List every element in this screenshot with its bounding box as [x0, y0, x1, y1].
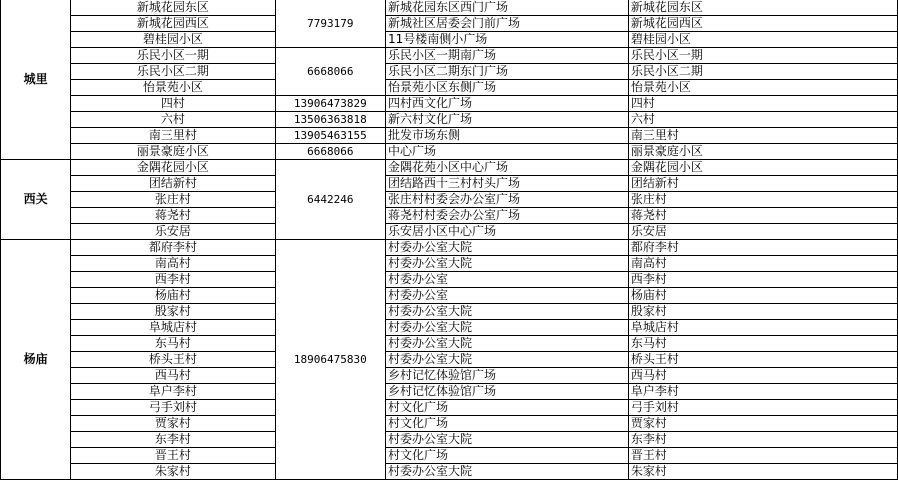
name-cell: 乐安居 [628, 224, 897, 240]
table-row [1, 416, 898, 432]
name-cell: 新城花园西区 [628, 16, 897, 32]
table-row [1, 448, 898, 464]
location-cell: 张庄村村委会办公室广场 [385, 192, 628, 208]
community-cell: 金隅花园小区 [71, 160, 275, 176]
location-cell: 乐安居小区中心广场 [385, 224, 628, 240]
table-row [1, 336, 898, 352]
table-row [1, 352, 898, 368]
table-row [1, 32, 898, 48]
location-cell: 村委办公室大院 [385, 320, 628, 336]
table-row [1, 144, 898, 160]
location-cell: 乡村记忆体验馆广场 [385, 368, 628, 384]
phone-cell: 18906475830 [275, 240, 385, 480]
name-cell: 乐民小区二期 [628, 64, 897, 80]
table-row [1, 48, 898, 64]
name-cell: 南高村 [628, 256, 897, 272]
community-cell: 南三里村 [71, 128, 275, 144]
location-cell: 村委办公室大院 [385, 240, 628, 256]
name-cell: 阜城店村 [628, 320, 897, 336]
community-cell: 西李村 [71, 272, 275, 288]
location-cell: 怡景苑小区东侧广场 [385, 80, 628, 96]
location-cell: 批发市场东侧 [385, 128, 628, 144]
table-row [1, 0, 898, 16]
community-cell: 团结新村 [71, 176, 275, 192]
name-cell: 西李村 [628, 272, 897, 288]
table-row [1, 64, 898, 80]
location-cell: 蒋尧村村委会办公室广场 [385, 208, 628, 224]
location-cell: 新城花园东区西门广场 [385, 0, 628, 16]
name-cell: 新城花园东区 [628, 0, 897, 16]
location-cell: 中心广场 [385, 144, 628, 160]
community-cell: 南高村 [71, 256, 275, 272]
community-cell: 蒋尧村 [71, 208, 275, 224]
community-cell: 怡景苑小区 [71, 80, 275, 96]
community-cell: 贾家村 [71, 416, 275, 432]
table-row [1, 176, 898, 192]
table-row [1, 224, 898, 240]
name-cell: 张庄村 [628, 192, 897, 208]
phone-cell: 6668066 [275, 144, 385, 160]
phone-cell: 13905463155 [275, 128, 385, 144]
table-row [1, 400, 898, 416]
name-cell: 四村 [628, 96, 897, 112]
name-cell: 桥头王村 [628, 352, 897, 368]
name-cell: 团结新村 [628, 176, 897, 192]
table-row [1, 80, 898, 96]
location-cell: 乐民小区二期东门广场 [385, 64, 628, 80]
location-cell: 新城社区居委会门前广场 [385, 16, 628, 32]
name-cell: 西马村 [628, 368, 897, 384]
community-cell: 朱家村 [71, 464, 275, 480]
name-cell: 怡景苑小区 [628, 80, 897, 96]
table-row [1, 208, 898, 224]
name-cell: 蒋尧村 [628, 208, 897, 224]
name-cell: 贾家村 [628, 416, 897, 432]
name-cell: 杨庙村 [628, 288, 897, 304]
table-row [1, 272, 898, 288]
community-cell: 都府李村 [71, 240, 275, 256]
name-cell: 殷家村 [628, 304, 897, 320]
name-cell: 东马村 [628, 336, 897, 352]
location-cell: 村文化广场 [385, 400, 628, 416]
location-cell: 村文化广场 [385, 416, 628, 432]
name-cell: 南三里村 [628, 128, 897, 144]
phone-cell: 6668066 [275, 48, 385, 96]
location-cell: 四村西文化广场 [385, 96, 628, 112]
community-cell: 新城花园西区 [71, 16, 275, 32]
table-row [1, 288, 898, 304]
name-cell: 丽景豪庭小区 [628, 144, 897, 160]
name-cell: 朱家村 [628, 464, 897, 480]
community-cell: 新城花园东区 [71, 0, 275, 16]
phone-cell: 6442246 [275, 160, 385, 240]
location-cell: 村文化广场 [385, 448, 628, 464]
community-cell: 西马村 [71, 368, 275, 384]
table-row [1, 432, 898, 448]
table-row [1, 160, 898, 176]
location-cell: 村委办公室 [385, 272, 628, 288]
location-cell: 村委办公室大院 [385, 352, 628, 368]
community-cell: 殷家村 [71, 304, 275, 320]
location-cell: 村委办公室大院 [385, 432, 628, 448]
table-row [1, 96, 898, 112]
location-cell: 金隅花苑小区中心广场 [385, 160, 628, 176]
name-cell: 碧桂园小区 [628, 32, 897, 48]
name-cell: 阜户李村 [628, 384, 897, 400]
community-table-body [1, 0, 898, 480]
community-cell: 张庄村 [71, 192, 275, 208]
location-cell: 村委办公室大院 [385, 464, 628, 480]
community-cell: 六村 [71, 112, 275, 128]
community-cell: 东李村 [71, 432, 275, 448]
name-cell: 弓手刘村 [628, 400, 897, 416]
location-cell: 团结路西十三村村头广场 [385, 176, 628, 192]
location-cell: 11号楼南侧小广场 [385, 32, 628, 48]
location-cell: 新六村文化广场 [385, 112, 628, 128]
community-cell: 阜户李村 [71, 384, 275, 400]
phone-cell: 13506363818 [275, 112, 385, 128]
location-cell: 乐民小区一期南广场 [385, 48, 628, 64]
table-row [1, 192, 898, 208]
name-cell: 都府李村 [628, 240, 897, 256]
table-row [1, 304, 898, 320]
name-cell: 晋王村 [628, 448, 897, 464]
table-row [1, 384, 898, 400]
community-cell: 弓手刘村 [71, 400, 275, 416]
community-cell: 乐民小区一期 [71, 48, 275, 64]
community-cell: 乐民小区二期 [71, 64, 275, 80]
table-row [1, 112, 898, 128]
phone-cell: 13906473829 [275, 96, 385, 112]
community-cell: 丽景豪庭小区 [71, 144, 275, 160]
table-row [1, 128, 898, 144]
location-cell: 村委办公室 [385, 288, 628, 304]
table-row [1, 368, 898, 384]
community-cell: 东马村 [71, 336, 275, 352]
name-cell: 东李村 [628, 432, 897, 448]
community-cell: 碧桂园小区 [71, 32, 275, 48]
district-cell: 西关 [1, 160, 71, 240]
table-row [1, 256, 898, 272]
table-row [1, 240, 898, 256]
community-cell: 桥头王村 [71, 352, 275, 368]
location-cell: 村委办公室大院 [385, 304, 628, 320]
district-cell: 杨庙 [1, 240, 71, 480]
community-cell: 阜城店村 [71, 320, 275, 336]
table-row [1, 320, 898, 336]
name-cell: 金隅花园小区 [628, 160, 897, 176]
community-cell: 四村 [71, 96, 275, 112]
location-cell: 村委办公室大院 [385, 256, 628, 272]
name-cell: 乐民小区一期 [628, 48, 897, 64]
name-cell: 六村 [628, 112, 897, 128]
table-row [1, 16, 898, 32]
district-cell: 城里 [1, 0, 71, 160]
location-cell: 村委办公室大院 [385, 336, 628, 352]
location-cell: 乡村记忆体验馆广场 [385, 384, 628, 400]
community-cell: 杨庙村 [71, 288, 275, 304]
phone-cell: 7793179 [275, 0, 385, 48]
community-cell: 晋王村 [71, 448, 275, 464]
table-row [1, 464, 898, 480]
community-cell: 乐安居 [71, 224, 275, 240]
